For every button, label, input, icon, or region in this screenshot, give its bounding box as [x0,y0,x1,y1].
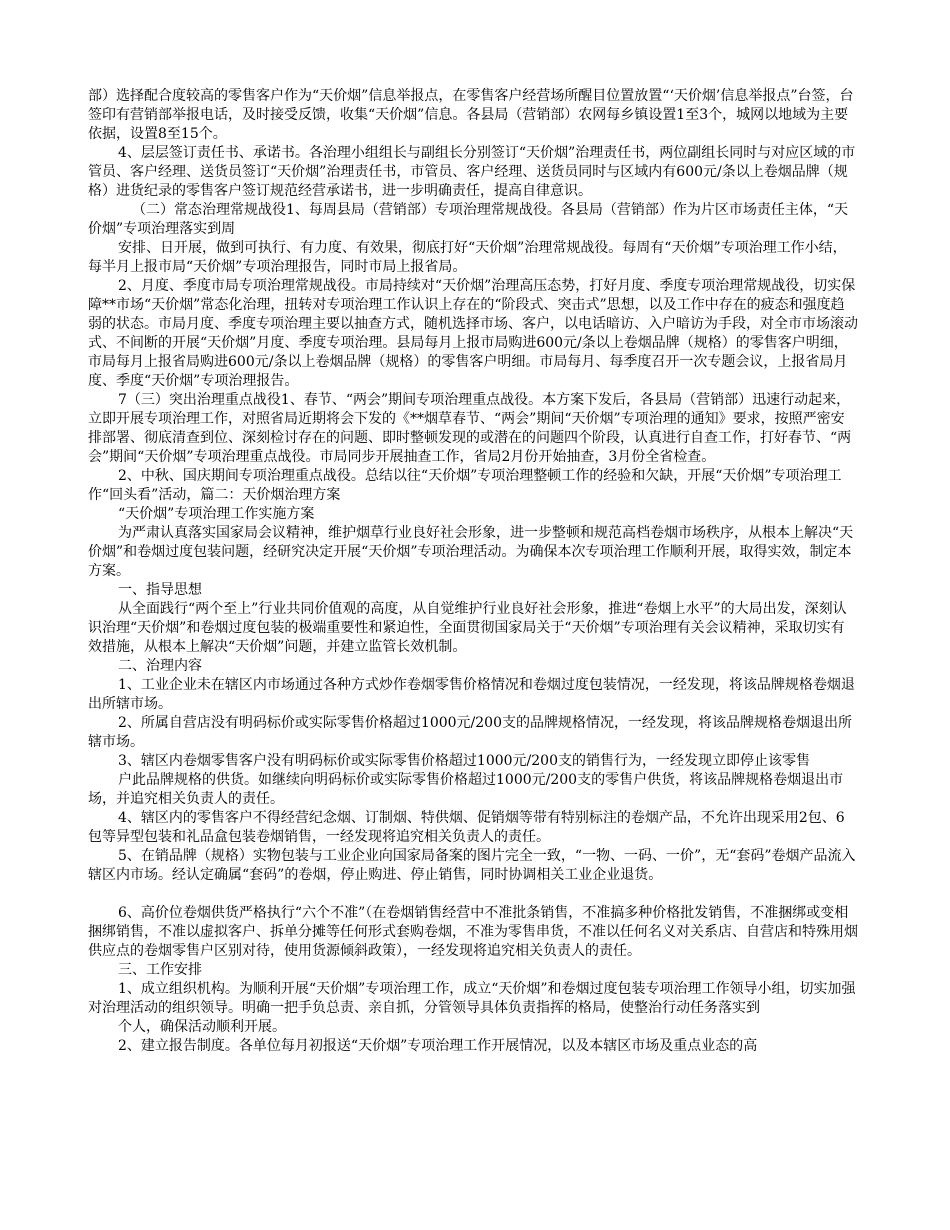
paragraph: 户此品牌规格的供货。如继续向明码标价或实际零售价格超过1000元/200支的零售户供货，将该品牌规格卷烟退出市场，并追究相关负责人的责任。 [88,772,844,807]
paragraph: 部）选择配合度较高的零售客户作为“天价烟”信息举报点，在零售客户经营场所醒目位置放置“‘天价烟’信息举报点”台签，台签印有营销部举报电话，及时接受反馈，收集“天价烟”信息。各县局（营销部）农网每乡镇设置1至3个，城网以地域为主要依据，设置8至15个。 [88,88,854,142]
paragraph: 3、辖区内卷烟零售客户没有明码标价或实际零售价格超过1000元/200支的销售行为，一经发现立即停止该零售 [118,753,810,769]
paragraph: 三、工作安排 [118,962,202,978]
paragraph: 一、指导思想 [118,582,202,598]
blank-line [88,885,858,904]
paragraph: 5、在销品牌（规格）实物包装与工业企业向国家局备案的图片完全一致，“一物、一码、一价”，无“套码”卷烟产品流入辖区内市场。经认定确属“套码”的卷烟，停止购进、停止销售，同时协调相关工业企业退货。 [88,848,856,883]
paragraph: 为严肃认真落实国家局会议精神，维护烟草行业良好社会形象，进一步整顿和规范高档卷烟市场秩序，从根本上解决“天价烟”和卷烟过度包装问题，经研究决定开展“天价烟”专项治理活动。为确保本次专项治理工作顺利开展，取得实效，制定本方案。 [88,525,854,579]
paragraph: 4、辖区内的零售客户不得经营纪念烟、订制烟、特供烟、促销烟等带有特别标注的卷烟产品，不允许出现采用2包、6包等异型包装和礼品盒包装卷烟销售，一经发现将追究相关负责人的责任。 [88,810,845,845]
paragraph: 7（三）突出治理重点战役1、春节、“两会”期间专项治理重点战役。本方案下发后，各县局（营销部）迅速行动起来，立即开展专项治理工作，对照省局近期将会下发的《**烟草春节、“两会”期间“天价烟”专项治理的通知》要求，按照严密安排部署、彻底清查到位、深刻检讨存在的问题、即时整顿发现的或潜在的问题四个阶段，认真进行自查工作，打好春节、“两会”期间“天价烟”专项治理重点战役。市局同步开展抽查工作，省局2月份开始抽查，3月份全省检查。 [88,392,852,465]
paragraph: 2、月度、季度市局专项治理常规战役。市局持续对“天价烟”治理高压态势，打好月度、季度专项治理常规战役，切实保障**市场“天价烟”常态化治理，扭转对专项治理工作认识上存在的“阶段式、突击式”思想，以及工作中存在的疲态和强度趋弱的状态。市局月度、季度专项治理主要以抽查方式，随机选择市场、客户，以电话暗访、入户暗访为手段，对全市市场滚动式、不间断的开展“天价烟”月度、季度专项治理。县局每月上报市局购进600元/条以上卷烟品牌（规格）的零售客户明细，市局每月上报省局购进600元/条以上卷烟品牌（规格）的零售客户明细。市局每月、每季度召开一次专题会议，上报省局月度、季度“天价烟”专项治理报告。 [88,278,858,389]
paragraph: 1、成立组织机构。为顺利开展“天价烟”专项治理工作，成立“天价烟”和卷烟过度包装专项治理工作领导小组，切实加强对治理活动的组织领导。明确一把手负总责、亲自抓，分管领导具体负责指挥的格局，使整治行动任务落实到 [88,981,856,1016]
paragraph: 6、高价位卷烟供货严格执行“六个不准”（在卷烟销售经营中不准批条销售，不准搞多种价格批发销售，不准捆绑或变相捆绑销售，不准以虚拟客户、拆单分摊等任何形式套购卷烟，不准为零售串货，不准以任何名义对关系店、自营店和特殊用烟供应点的卷烟零售户区别对待，使用货源倾斜政策），一经发现将追究相关负责人的责任。 [88,905,858,959]
paragraph: 2、建立报告制度。各单位每月初报送“天价烟”专项治理工作开展情况，以及本辖区市场及重点业态的高 [118,1038,758,1054]
paragraph: 二、治理内容 [118,658,202,674]
paragraph: 2、中秋、国庆期间专项治理重点战役。总结以往“天价烟”专项治理整顿工作的经验和欠缺，开展“天价烟”专项治理工作“回头看”活动，篇二：天价烟治理方案 [88,468,842,503]
paragraph: 1、工业企业未在辖区内市场通过各种方式炒作卷烟零售价格情况和卷烟过度包装情况，一经发现，将该品牌规格卷烟退出所辖市场。 [88,677,855,712]
paragraph: 个人，确保活动顺利开展。 [118,1019,286,1035]
paragraph: 安排、日开展，做到可执行、有力度、有效果，彻底打好“天价烟”治理常规战役。每周有“天价烟”专项治理工作小结，每半月上报市局“天价烟”专项治理报告，同时市局上报省局。 [88,240,847,275]
paragraph: “天价烟”专项治理工作实施方案 [118,506,315,522]
paragraph: （二）常态治理常规战役1、每周县局（营销部）专项治理常规战役。各县局（营销部）作为片区市场责任主体，“天价烟”专项治理落实到周 [88,202,849,237]
paragraph: 4、层层签订责任书、承诺书。各治理小组组长与副组长分别签订“天价烟”治理责任书，两位副组长同时与对应区域的市管员、客户经理、送货员签订“天价烟”治理责任书，市管员、客户经理、送货员同时与区域内有600元/条以上卷烟品牌（规格）进货纪录的零售客户签订规范经营承诺书，进一步明确责任，提高自律意识。 [88,145,856,199]
paragraph: 从全面践行“两个至上”行业共同价值观的高度，从自觉维护行业良好社会形象，推进“卷烟上水平”的大局出发，深刻认识治理“天价烟”和卷烟过度包装的极端重要性和紧迫性，全面贯彻国家局关于“天价烟”专项治理有关会议精神，采取切实有效措施，从根本上解决“天价烟”问题，并建立监管长效机制。 [88,601,847,655]
paragraph: 2、所属自营店没有明码标价或实际零售价格超过1000元/200支的品牌规格情况，一经发现，将该品牌规格卷烟退出所辖市场。 [88,715,852,750]
